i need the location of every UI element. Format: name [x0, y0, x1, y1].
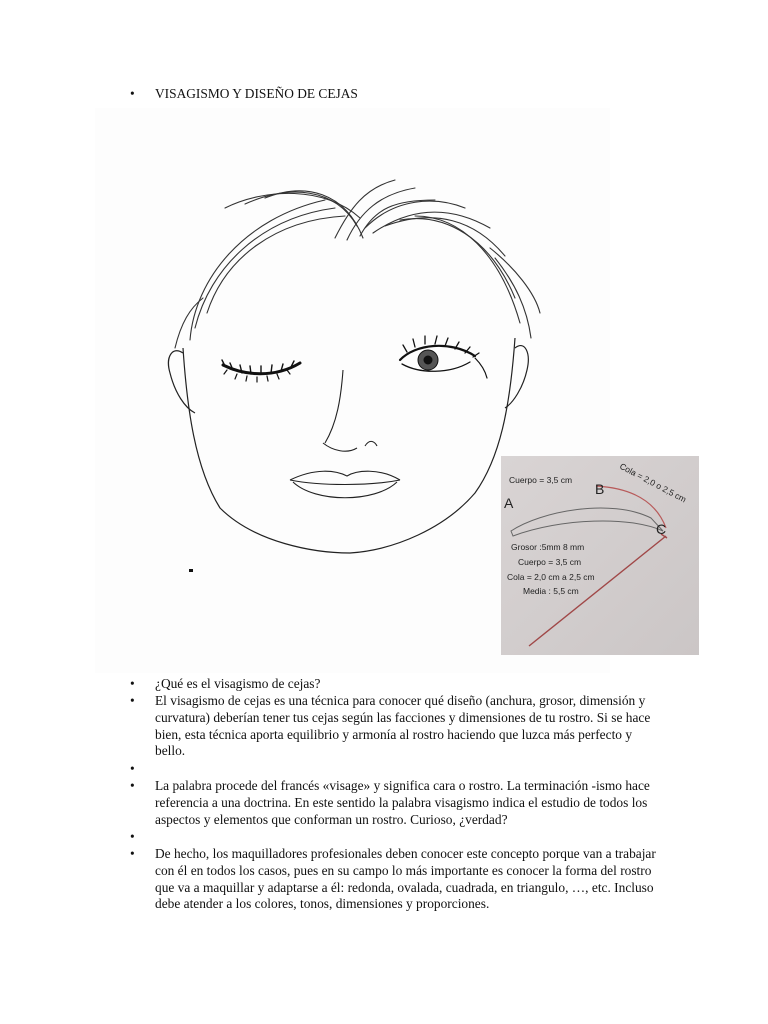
- bullet-dot: •: [130, 778, 135, 793]
- spec-body: Cuerpo = 3,5 cm: [518, 557, 582, 567]
- paragraph-definition: El visagismo de cejas es una técnica para conocer qué diseño (anchura, grosor, dimensión y curvatura) deberían tener tus cejas según las facciones y dimensiones de tu rostro. Si se hace bien, esta técnica aporta equilibrio y armonía al rostro haciendo que luzca más perfecto y bello.: [155, 693, 651, 759]
- document-title: VISAGISMO Y DISEÑO DE CEJAS: [155, 86, 358, 101]
- point-b: B: [595, 481, 605, 497]
- bullet-dot: •: [130, 676, 135, 691]
- spec-thickness: Grosor :5mm 8 mm: [511, 542, 585, 552]
- point-a: A: [504, 495, 514, 511]
- eyebrow-diagram-photo: [501, 456, 699, 655]
- bullet-dot: •: [130, 761, 135, 776]
- bullet-dot: •: [130, 846, 135, 861]
- question-heading: ¿Qué es el visagismo de cejas?: [155, 676, 321, 691]
- label-tail-top: Cola = 2,0 o 2,5 cm: [618, 460, 689, 505]
- label-body-top: Cuerpo = 3,5 cm: [509, 475, 573, 485]
- paragraph-makeup-artists: De hecho, los maquilladores profesionales deben conocer este concepto porque van a trabajar con él en todos los casos, pues en su campo lo más importante es conocer la forma del rostro que va a maquillar y adaptarse a él: redonda, ovalada, cuadrada, en triangulo, …, etc. Incluso debe atender a los colores, tonos, dimensiones y proporciones.: [155, 846, 656, 912]
- paragraph-etymology: La palabra procede del francés «visage» y significa cara o rostro. La terminación -ismo hace referencia a una doctrina. En este sentido la palabra visagismo indica el estudio de todos los aspectos y elementos que conforman un rostro. Curioso, ¿verdad?: [155, 778, 650, 827]
- point-c: C: [656, 521, 667, 537]
- bullet-dot: •: [130, 693, 135, 708]
- stray-mark: [189, 569, 193, 572]
- spec-tail: Cola = 2,0 cm a 2,5 cm: [507, 572, 595, 582]
- spec-middle: Media : 5,5 cm: [523, 586, 579, 596]
- bullet-dot: •: [130, 86, 135, 101]
- bullet-dot: •: [130, 829, 135, 844]
